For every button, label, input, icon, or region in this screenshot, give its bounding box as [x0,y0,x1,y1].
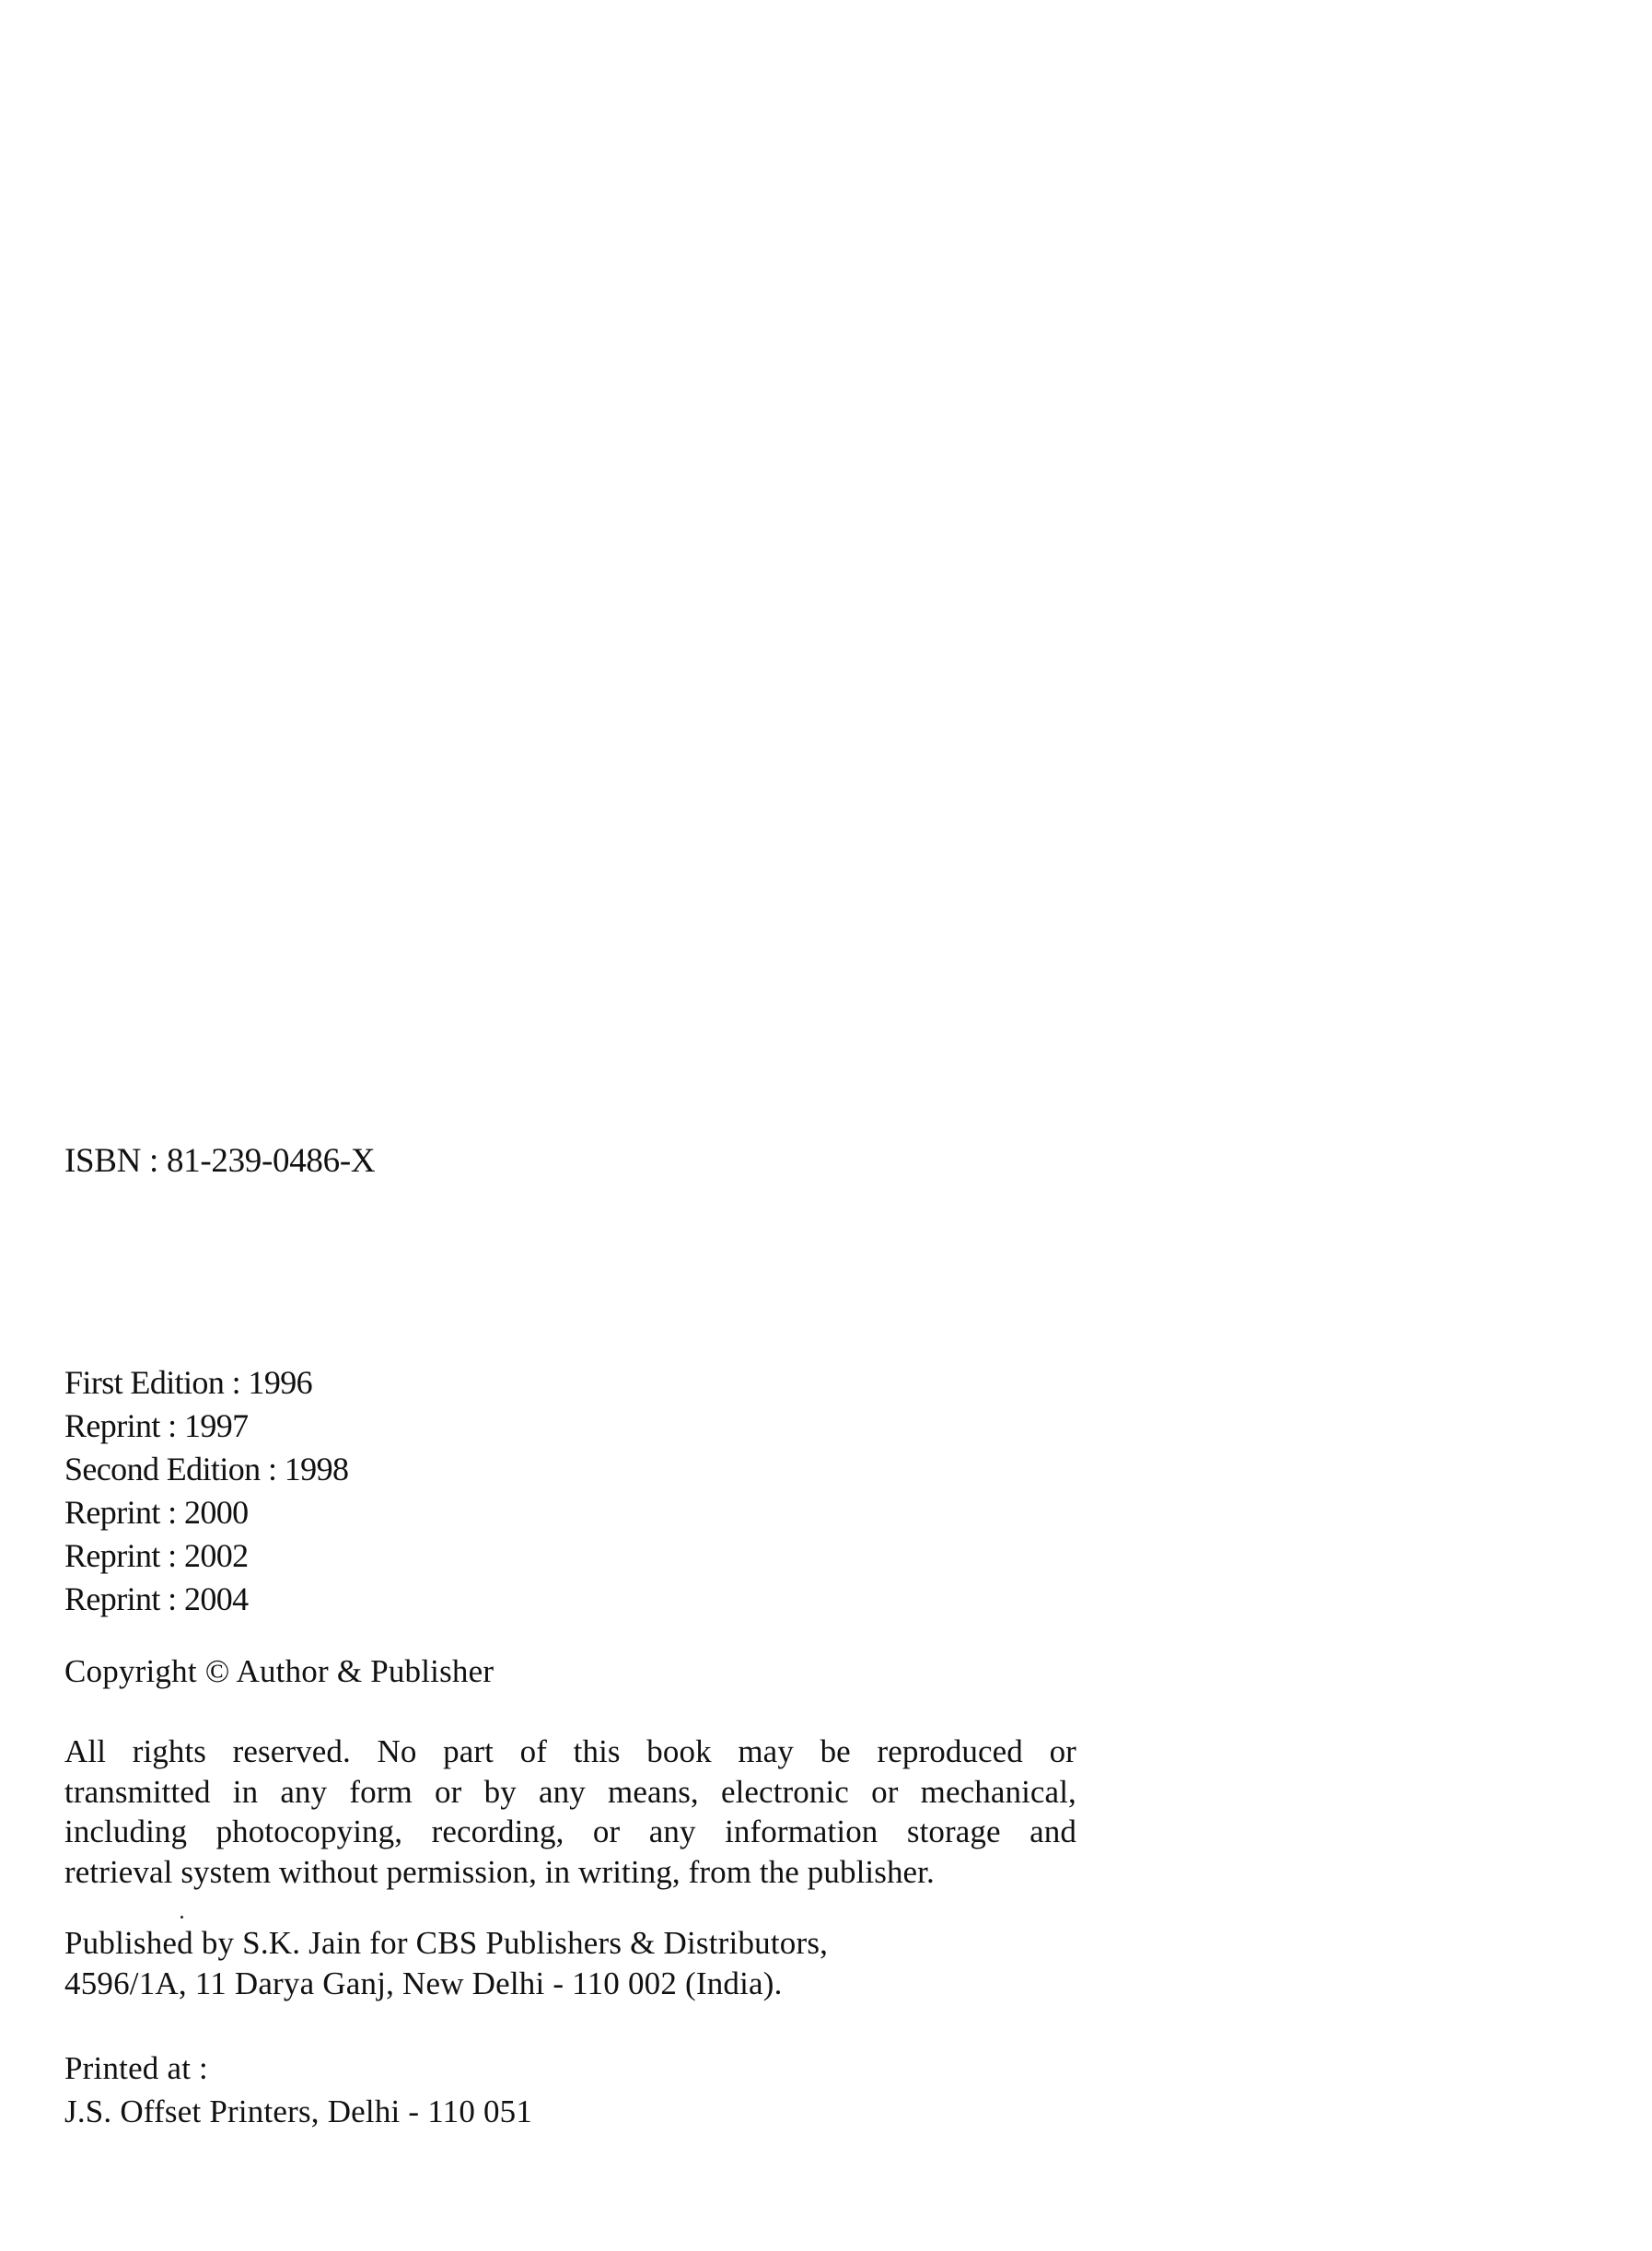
printer-info [64,2047,1077,2133]
edition-history [64,1361,1077,1621]
stray-mark [180,1916,183,1919]
rights-reserved-notice [64,1732,1076,1892]
isbn: ISBN : 81-239-0486-X [64,1142,376,1180]
publisher-address: 4596/1A, 11 Darya Ganj, New Delhi - 110 002 (India). [64,1965,783,2001]
rights-line: All rights reserved. No part of this book may be reproduced or [64,1733,1076,1769]
edition-line: Reprint : 2002 [64,1537,249,1574]
copyright-notice: Copyright © Author & Publisher [64,1653,494,1689]
rights-line: retrieval system without permission, in writing, from the publisher. [64,1853,935,1890]
edition-line: Reprint : 2000 [64,1494,249,1531]
edition-line: Second Edition : 1998 [64,1451,349,1487]
printer-name: J.S. Offset Printers, Delhi - 110 051 [64,2094,533,2129]
printed-at-label: Printed at : [64,2050,208,2086]
edition-line: First Edition : 1996 [64,1364,313,1401]
edition-line: Reprint : 2004 [64,1580,249,1617]
rights-line: including photocopying, recording, or any information storage and [64,1814,1076,1849]
edition-line: Reprint : 1997 [64,1407,249,1444]
rights-line: transmitted in any form or by any means, electronic or mechanical, [64,1773,1076,1810]
publisher-info [64,1923,1077,2004]
publisher-line: Published by S.K. Jain for CBS Publishers & Distributors, [64,1925,829,1961]
